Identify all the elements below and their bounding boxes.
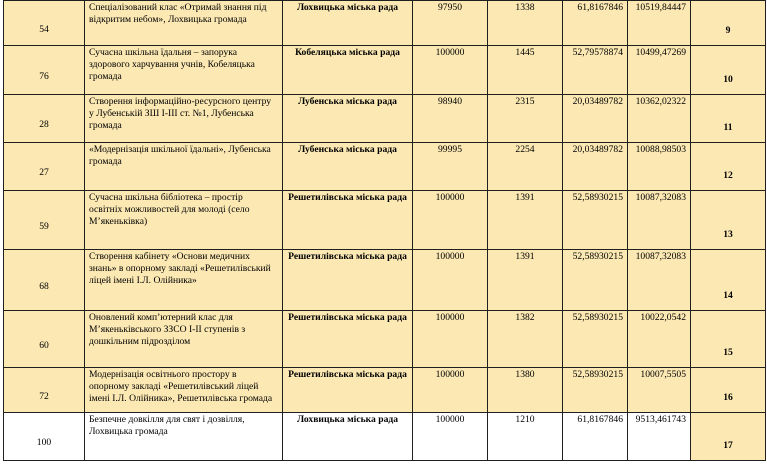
total-score: 10087,32083	[628, 250, 691, 311]
pupils-count: 1391	[488, 250, 563, 311]
total-score: 10022,0542	[628, 311, 691, 368]
project-name: Створення інформаційно-ресурсного центру у Лубенській ЗШ І-ІІІ ст. №1, Лубенська громада	[85, 95, 283, 143]
rank-number: 13	[691, 191, 766, 250]
total-score: 9513,461743	[628, 413, 691, 461]
project-id: 59	[4, 191, 85, 250]
total-score: 10087,32083	[628, 191, 691, 250]
coefficient: 52,58930215	[563, 368, 628, 413]
coefficient: 52,58930215	[563, 311, 628, 368]
table-row	[4, 413, 766, 461]
pupils-count: 1445	[488, 46, 563, 95]
project-name: Модернізація освітнього простору в опорному закладі «Решетилівський ліцей імені І.Л. Олійника», Решетилівська громада	[85, 368, 283, 413]
projects-table	[3, 0, 766, 461]
coefficient: 52,58930215	[563, 191, 628, 250]
table-row	[4, 143, 766, 191]
pupils-count: 1210	[488, 413, 563, 461]
pupils-count: 1382	[488, 311, 563, 368]
requested-amount: 100000	[413, 311, 488, 368]
table-row	[4, 1, 766, 46]
total-score: 10088,98503	[628, 143, 691, 191]
requested-amount: 97950	[413, 1, 488, 46]
project-id: 100	[4, 413, 85, 461]
project-id: 27	[4, 143, 85, 191]
table-row	[4, 95, 766, 143]
council-name: Лохвицька міська рада	[283, 413, 413, 461]
rank-number: 11	[691, 95, 766, 143]
project-name: Спеціалізований клас «Отримай знання під відкритим небом», Лохвицька громада	[85, 1, 283, 46]
project-id: 28	[4, 95, 85, 143]
project-id: 68	[4, 250, 85, 311]
requested-amount: 100000	[413, 191, 488, 250]
rank-number: 12	[691, 143, 766, 191]
table-row	[4, 46, 766, 95]
project-id: 54	[4, 1, 85, 46]
project-name: Сучасна шкільна їдальня – запорука здорового харчування учнів, Кобеляцька громада	[85, 46, 283, 95]
total-score: 10362,02322	[628, 95, 691, 143]
council-name: Кобеляцька міська рада	[283, 46, 413, 95]
table-row	[4, 311, 766, 368]
total-score: 10519,84447	[628, 1, 691, 46]
pupils-count: 2315	[488, 95, 563, 143]
pupils-count: 2254	[488, 143, 563, 191]
coefficient: 20,03489782	[563, 95, 628, 143]
rank-number: 17	[691, 413, 766, 461]
project-id: 72	[4, 368, 85, 413]
rank-number: 14	[691, 250, 766, 311]
project-name: Оновлений комп’ютерний клас для М’якеньківського ЗЗСО І-ІІ ступенів з дошкільним підрозділом	[85, 311, 283, 368]
rank-number: 15	[691, 311, 766, 368]
council-name: Решетилівська міська рада	[283, 311, 413, 368]
pupils-count: 1338	[488, 1, 563, 46]
council-name: Решетилівська міська рада	[283, 250, 413, 311]
project-name: Сучасна шкільна бібліотека – простір освітніх можливостей для молоді (село М’якеньківка)	[85, 191, 283, 250]
project-name: «Модернізація шкільної їдальні», Лубенська громада	[85, 143, 283, 191]
project-id: 60	[4, 311, 85, 368]
project-name: Створення кабінету «Основи медичних знань» в опорному закладі «Решетилівський ліцей імені І.Л. Олійника»	[85, 250, 283, 311]
table-row	[4, 250, 766, 311]
pupils-count: 1380	[488, 368, 563, 413]
project-id: 76	[4, 46, 85, 95]
requested-amount: 99995	[413, 143, 488, 191]
requested-amount: 100000	[413, 250, 488, 311]
coefficient: 61,8167846	[563, 1, 628, 46]
rank-number: 16	[691, 368, 766, 413]
coefficient: 52,58930215	[563, 250, 628, 311]
council-name: Решетилівська міська рада	[283, 191, 413, 250]
coefficient: 61,8167846	[563, 413, 628, 461]
project-name: Безпечне довкілля для свят і дозвілля, Лохвицька громада	[85, 413, 283, 461]
coefficient: 20,03489782	[563, 143, 628, 191]
requested-amount: 100000	[413, 413, 488, 461]
table-row	[4, 368, 766, 413]
council-name: Лохвицька міська рада	[283, 1, 413, 46]
coefficient: 52,79578874	[563, 46, 628, 95]
requested-amount: 98940	[413, 95, 488, 143]
table-row	[4, 191, 766, 250]
requested-amount: 100000	[413, 46, 488, 95]
rank-number: 9	[691, 1, 766, 46]
requested-amount: 100000	[413, 368, 488, 413]
council-name: Решетилівська міська рада	[283, 368, 413, 413]
total-score: 10499,47269	[628, 46, 691, 95]
rank-number: 10	[691, 46, 766, 95]
pupils-count: 1391	[488, 191, 563, 250]
total-score: 10007,5505	[628, 368, 691, 413]
council-name: Лубенська міська рада	[283, 95, 413, 143]
council-name: Лубенська міська рада	[283, 143, 413, 191]
